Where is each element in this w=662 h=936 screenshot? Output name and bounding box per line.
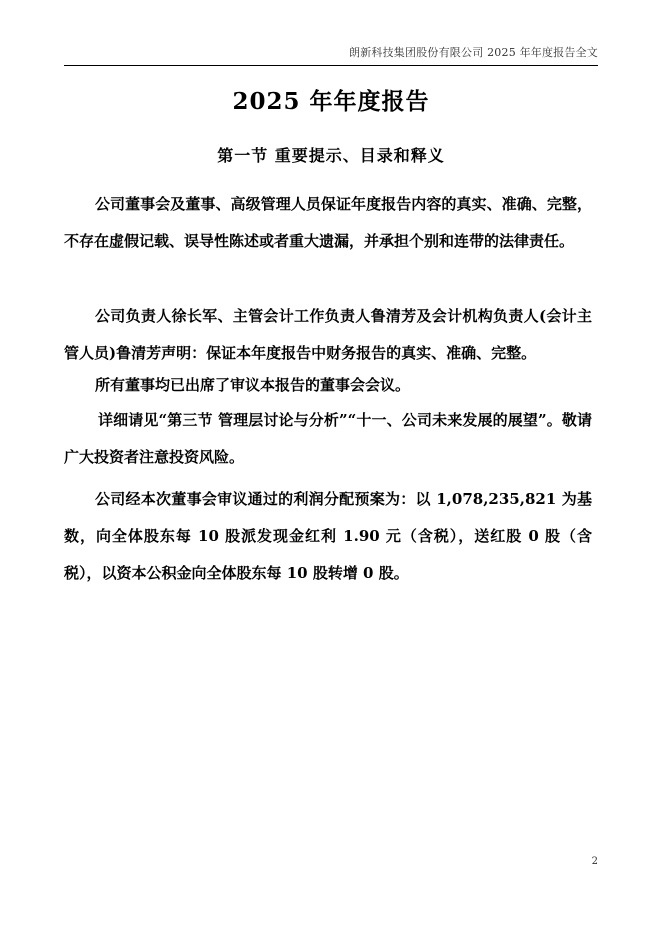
header-divider (64, 65, 598, 66)
officer-declaration-paragraph: 公司负责人徐长军、主管会计工作负责人鲁清芳及会计机构负责人(会计主管人员)鲁清芳声明：保证本年度报告中财务报告的真实、准确、完整。 (64, 307, 592, 362)
board-guarantee-paragraph: 公司董事会及董事、高级管理人员保证年度报告内容的真实、准确、完整，不存在虚假记载、误导性陈述或者重大遗漏，并承担个别和连带的法律责任。 (64, 195, 592, 250)
page-number: 2 (591, 856, 598, 867)
profit-distribution-paragraph: 公司经本次董事会审议通过的利润分配预案为：以 1,078,235,821 为基数，向全体股东每 10 股派发现金红利 1.90 元（含税），送红股 0 股（含税），以资本公积金向全体股东每 10 股转增 0 股。 (64, 490, 592, 582)
running-header: 朗新科技集团股份有限公司 2025 年年度报告全文 (349, 46, 598, 59)
directors-attendance-paragraph: 所有董事均已出席了审议本报告的董事会会议。 (95, 376, 411, 394)
report-title: 2025 年年度报告 (232, 88, 430, 115)
risk-notice-paragraph: 详细请见“第三节 管理层讨论与分析”“十一、公司未来发展的展望”。敬请广大投资者注意投资风险。 (64, 411, 592, 466)
section-title: 第一节 重要提示、目录和释义 (217, 146, 445, 165)
